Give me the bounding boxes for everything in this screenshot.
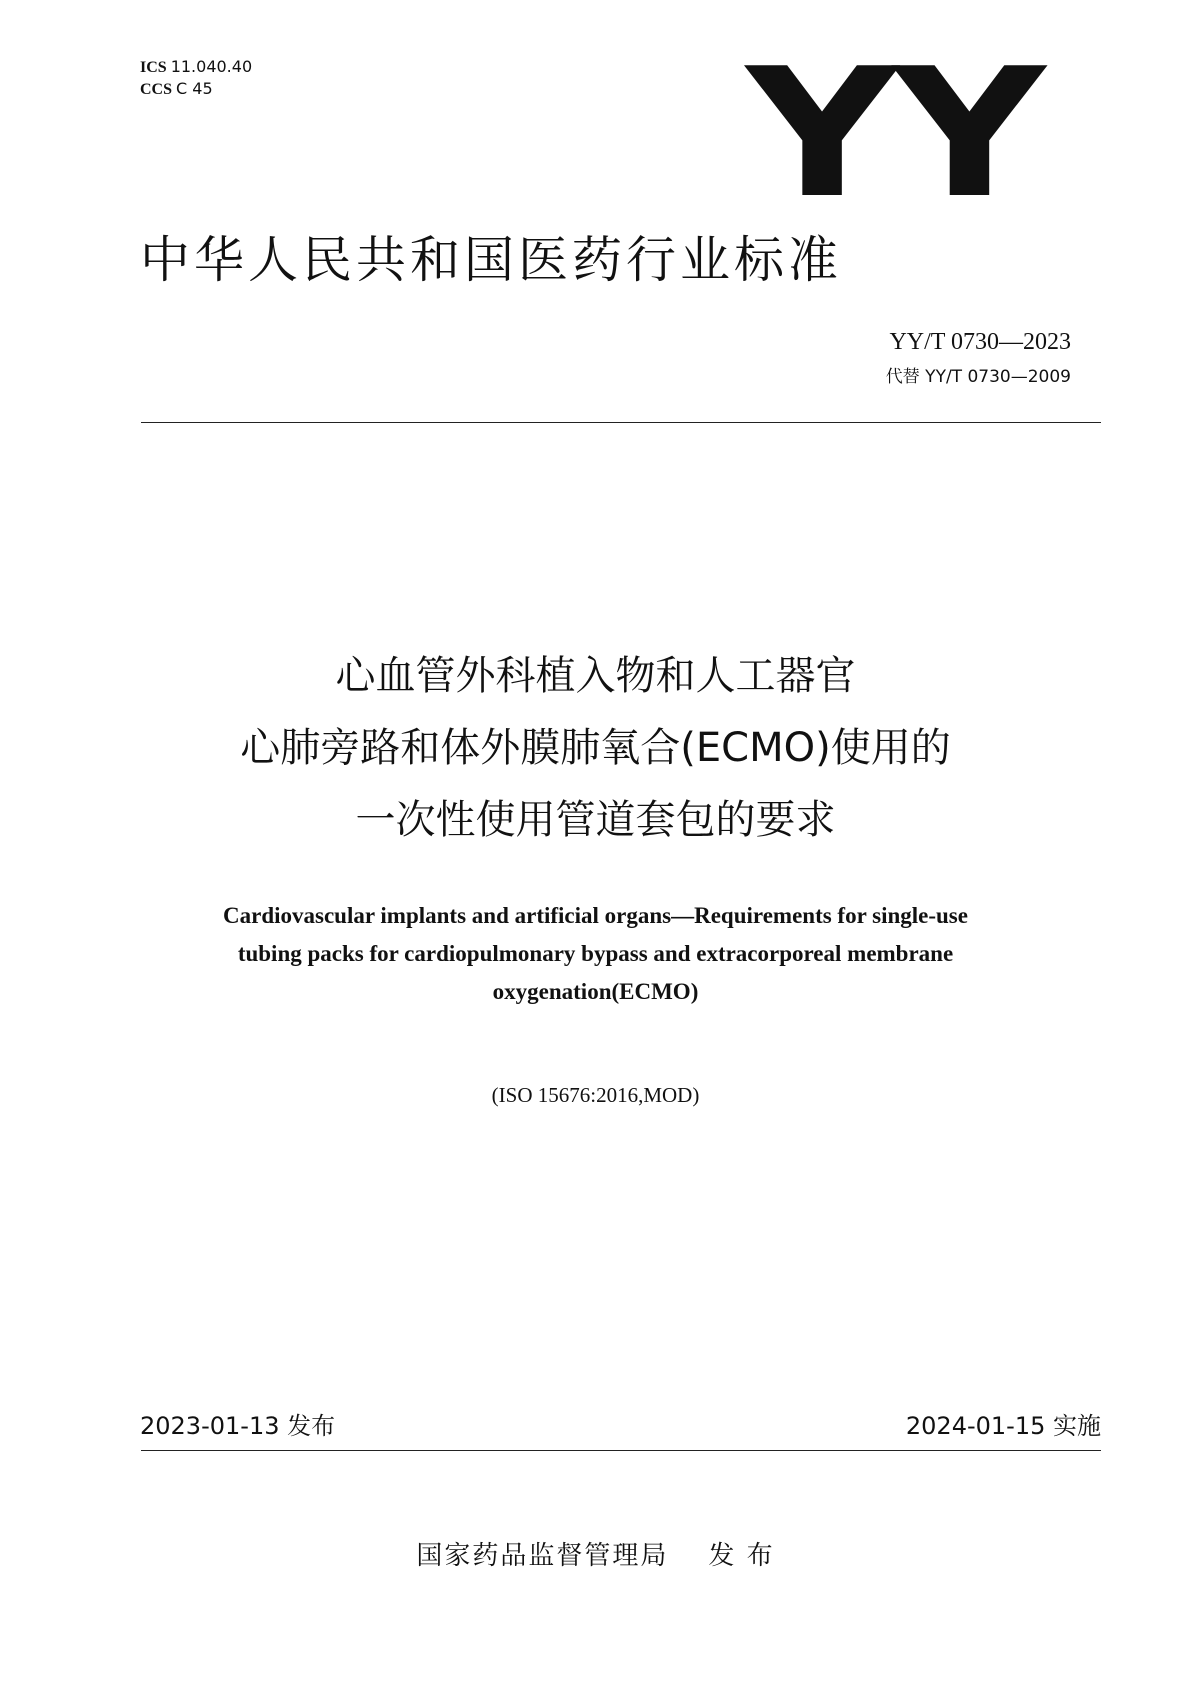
ics-code [140,56,252,78]
standard-number: YY/T 0730—2023 [889,329,1071,355]
iso-adoption: (ISO 15676:2016,MOD) [491,1083,700,1107]
standard-category-title: 中华人民共和国医药行业标准 [140,231,842,289]
replaces-standard: 代替 YY/T 0730—2009 [885,367,1071,387]
publisher-line [0,1540,1191,1572]
ccs-value: C 45 [176,79,213,98]
english-title-line-1: Cardiovascular implants and artificial organs—Requirements for single-use [223,903,968,928]
chinese-title-line-3: 一次性使用管道套包的要求 [355,797,836,843]
ccs-label: CCS [140,81,173,98]
header-divider [141,422,1101,423]
yy-logo: YY [746,30,1041,237]
chinese-title-line-2: 心肺旁路和体外膜肺氧合(ECMO)使用的 [240,725,951,771]
english-title [160,897,1031,1011]
footer-divider [141,1450,1101,1451]
publisher-name: 国家药品监督管理局 [416,1541,669,1571]
implementation-date: 2024-01-15 实施 [905,1412,1101,1440]
ics-label: ICS [140,59,167,76]
ccs-code [140,78,252,100]
english-title-line-3: oxygenation(ECMO) [492,979,699,1004]
ics-value: 11.040.40 [170,57,253,76]
issue-date: 2023-01-13 发布 [140,1412,336,1440]
publish-label: 发 布 [708,1541,775,1571]
classification-codes [140,56,252,100]
english-title-line-2: tubing packs for cardiopulmonary bypass and extracorporeal membrane [237,941,954,966]
chinese-title-line-1: 心血管外科植入物和人工器官 [335,653,856,699]
chinese-title [0,640,1191,856]
